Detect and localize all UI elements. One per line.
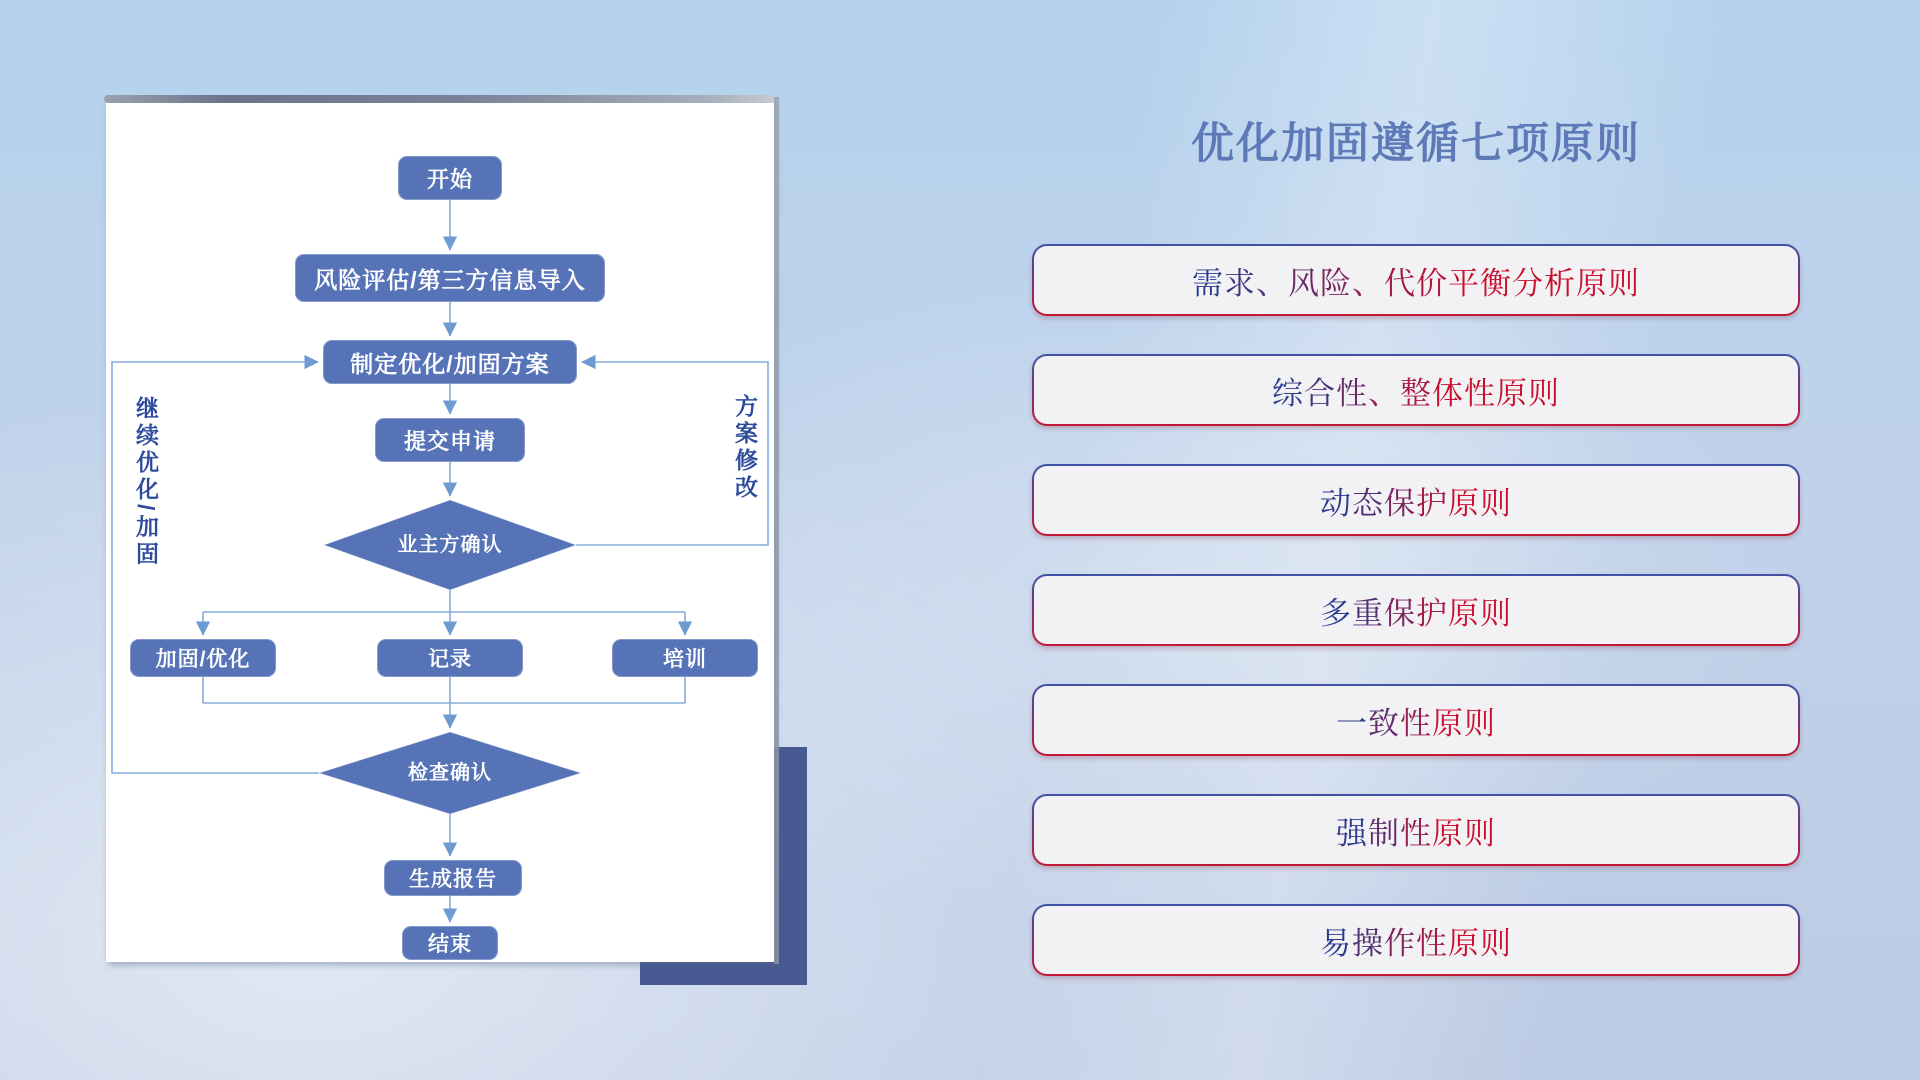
flow-node-start: 开始 (398, 156, 502, 200)
page-title: 优化加固遵循七项原则 (1191, 120, 1641, 168)
loop-label-continue-optimize: 继续优化/加固 (133, 396, 159, 569)
principle-item-7-label: 易 操 作 性 原 则 (1034, 906, 1798, 974)
principle-item-6-label: 强 制 性 原 则 (1034, 796, 1798, 864)
principle-item-2-label: 综 合 性 、 整 体 性 原 则 (1034, 356, 1798, 424)
principle-item-3 (1032, 464, 1800, 536)
flow-node-reinforce: 加固/优化 (130, 639, 276, 677)
principle-item-7 (1032, 904, 1800, 976)
principle-item-1 (1032, 244, 1800, 316)
flowchart-card (106, 102, 774, 962)
principle-item-2 (1032, 354, 1800, 426)
principle-item-6 (1032, 794, 1800, 866)
principle-item-3-label: 动 态 保 护 原 则 (1034, 466, 1798, 534)
flow-node-owner-confirm-label: 业主方确认 (397, 534, 503, 556)
flow-node-end: 结束 (402, 926, 498, 960)
principle-item-4-label: 多 重 保 护 原 则 (1034, 576, 1798, 644)
principle-item-1-label: 需 求 、 风 险 、 代 价 平 衡 分 析 原 则 (1034, 246, 1798, 314)
principle-item-5-label: 一 致 性 原 则 (1034, 686, 1798, 754)
flow-node-submit: 提交申请 (375, 418, 525, 462)
principle-item-4 (1032, 574, 1800, 646)
flow-node-risk-assessment: 风险评估/第三方信息导入 (295, 254, 605, 302)
flowchart-connectors (106, 102, 774, 962)
flow-node-check-confirm-label: 检查确认 (408, 762, 492, 784)
flow-node-training: 培训 (612, 639, 758, 677)
loop-label-plan-revise: 方案修改 (732, 394, 758, 502)
principles-panel (1032, 0, 1800, 1080)
principle-item-5 (1032, 684, 1800, 756)
flow-node-make-plan: 制定优化/加固方案 (323, 340, 577, 384)
flow-node-record: 记录 (377, 639, 523, 677)
flow-node-report: 生成报告 (384, 860, 522, 896)
